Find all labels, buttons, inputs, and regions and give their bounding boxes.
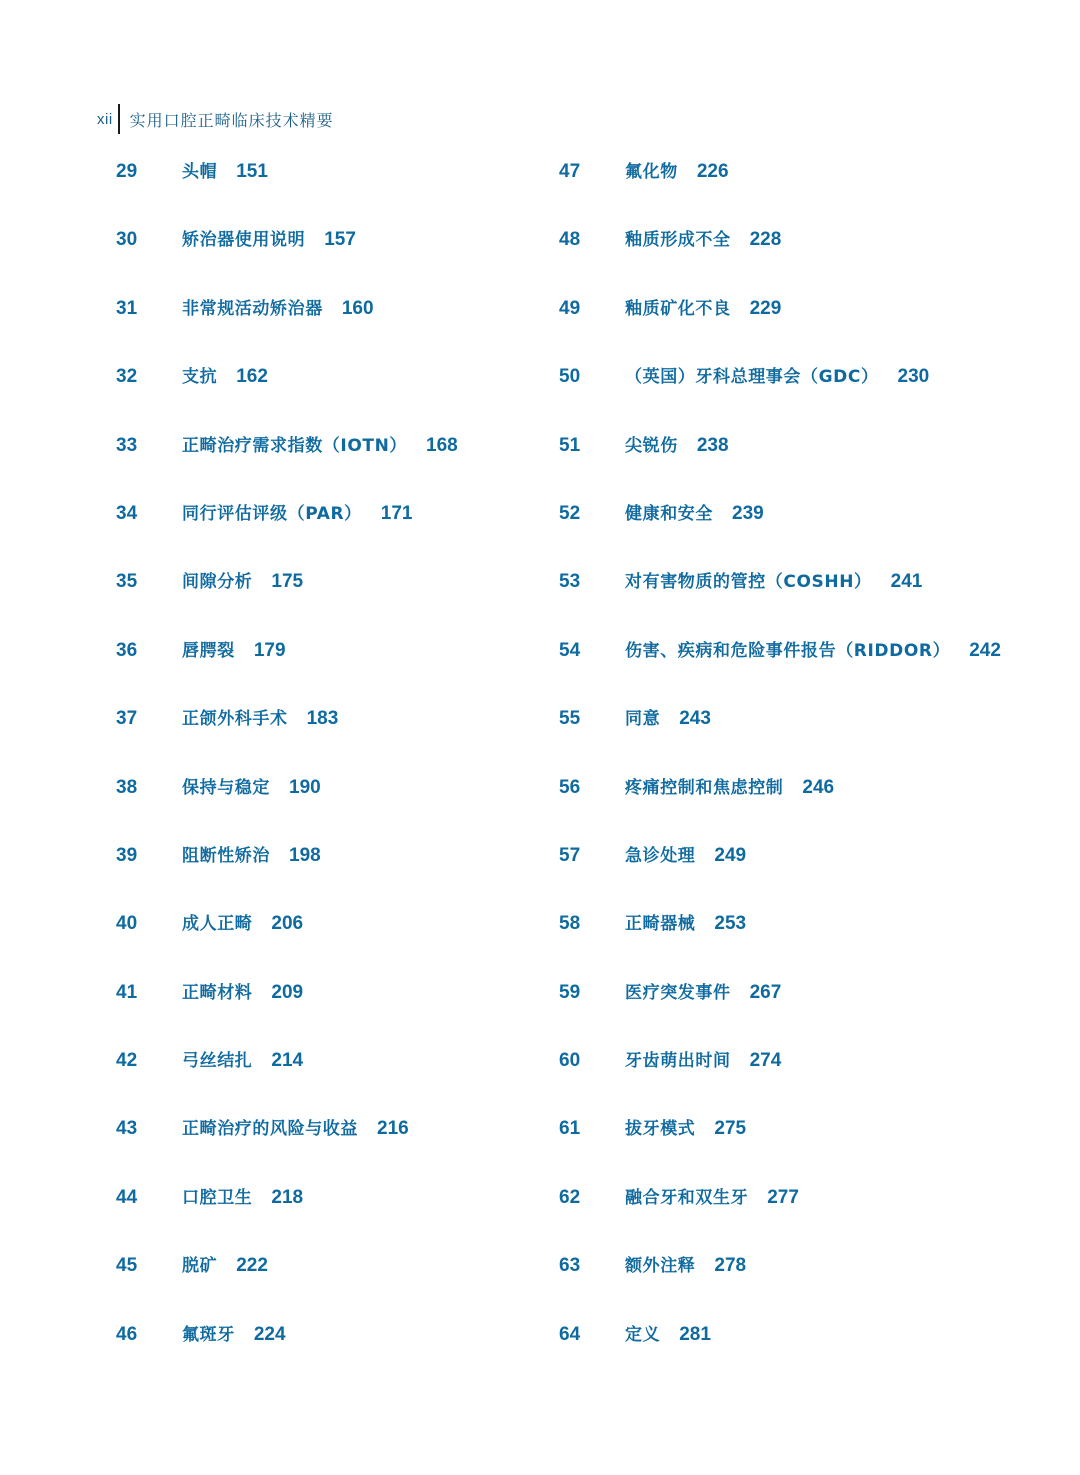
toc-entry[interactable] <box>116 218 616 286</box>
toc-entry[interactable] <box>116 902 616 970</box>
chapter-number: 34 <box>116 502 138 524</box>
chapter-page-number: 249 <box>714 844 747 866</box>
chapter-number: 63 <box>559 1255 581 1277</box>
toc-entry[interactable] <box>559 218 1059 286</box>
chapter-number: 49 <box>559 297 581 319</box>
toc-entry[interactable] <box>559 902 1059 970</box>
toc-entry[interactable] <box>116 1039 616 1107</box>
chapter-title: 脱矿 <box>182 1256 218 1277</box>
toc-entry[interactable] <box>116 287 616 355</box>
chapter-number: 30 <box>116 229 138 251</box>
toc-column-left <box>116 150 616 1381</box>
chapter-number: 41 <box>116 981 138 1003</box>
toc-entry[interactable] <box>116 492 616 560</box>
toc-entry[interactable] <box>559 1107 1059 1175</box>
chapter-title: 额外注释 <box>625 1256 696 1277</box>
toc-entry[interactable] <box>559 424 1059 492</box>
chapter-page-number: 230 <box>897 366 930 388</box>
chapter-number: 62 <box>559 1186 581 1208</box>
chapter-page-number: 243 <box>679 708 711 730</box>
chapter-page-number: 238 <box>696 434 729 456</box>
chapter-title: 阻断性矫治 <box>182 845 270 866</box>
chapter-title: 牙齿萌出时间 <box>625 1051 731 1072</box>
toc-entry[interactable] <box>116 1313 616 1381</box>
chapter-title: 正畸材料 <box>182 982 253 1003</box>
chapter-page-number: 241 <box>890 571 923 593</box>
chapter-page-number: 239 <box>732 502 764 524</box>
chapter-number: 31 <box>116 297 138 319</box>
chapter-title: 同行评估评级（PAR） <box>182 503 362 524</box>
toc-entry[interactable] <box>559 629 1059 697</box>
toc-entry[interactable] <box>559 834 1059 902</box>
chapter-page-number: 151 <box>236 161 268 182</box>
toc-entry[interactable] <box>559 560 1059 628</box>
chapter-title: 疼痛控制和焦虑控制 <box>625 777 784 798</box>
chapter-page-number: 226 <box>696 161 729 182</box>
chapter-page-number: 168 <box>426 434 458 456</box>
chapter-page-number: 190 <box>289 776 321 798</box>
toc-entry[interactable] <box>559 355 1059 423</box>
chapter-title: 同意 <box>625 709 661 730</box>
toc-entry[interactable] <box>559 287 1059 355</box>
toc-entry[interactable] <box>116 150 616 218</box>
toc-entry[interactable] <box>116 424 616 492</box>
chapter-page-number: 242 <box>969 639 1001 661</box>
chapter-title: 间隙分析 <box>182 572 253 593</box>
chapter-number: 61 <box>559 1118 581 1140</box>
chapter-title: 支抗 <box>182 367 218 388</box>
chapter-number: 50 <box>559 366 581 388</box>
chapter-page-number: 171 <box>380 502 413 524</box>
chapter-page-number: 228 <box>749 229 782 251</box>
chapter-title: 头帽 <box>182 162 218 182</box>
toc-entry[interactable] <box>116 971 616 1039</box>
chapter-number: 42 <box>116 1050 138 1072</box>
chapter-title: 尖锐伤 <box>625 435 678 456</box>
chapter-number: 53 <box>559 571 581 593</box>
chapter-page-number: 206 <box>271 913 304 935</box>
chapter-title: 对有害物质的管控（COSHH） <box>625 572 872 593</box>
chapter-number: 33 <box>116 434 138 456</box>
chapter-title: 拔牙模式 <box>625 1119 696 1140</box>
chapter-number: 45 <box>116 1255 138 1277</box>
chapter-number: 44 <box>116 1186 138 1208</box>
chapter-title: 融合牙和双生牙 <box>625 1187 749 1208</box>
chapter-number: 52 <box>559 502 581 524</box>
toc-entry[interactable] <box>116 355 616 423</box>
chapter-number: 59 <box>559 981 581 1003</box>
chapter-number: 36 <box>116 639 138 661</box>
chapter-title: 定义 <box>625 1324 661 1345</box>
chapter-title: 唇腭裂 <box>182 640 235 661</box>
toc-entry[interactable] <box>559 697 1059 765</box>
chapter-number: 43 <box>116 1118 138 1140</box>
toc-entry[interactable] <box>116 560 616 628</box>
chapter-page-number: 198 <box>289 844 321 866</box>
chapter-title: 正畸治疗需求指数（IOTN） <box>182 435 407 456</box>
chapter-page-number: 157 <box>324 229 356 251</box>
toc-entry[interactable] <box>559 150 1059 218</box>
toc-entry[interactable] <box>116 1244 616 1312</box>
chapter-title: 成人正畸 <box>182 914 253 935</box>
chapter-page-number: 274 <box>749 1050 782 1072</box>
chapter-number: 64 <box>559 1323 581 1345</box>
chapter-title: 弓丝结扎 <box>182 1051 253 1072</box>
toc-entry[interactable] <box>116 1176 616 1244</box>
chapter-page-number: 246 <box>802 776 835 798</box>
chapter-title: 正畸治疗的风险与收益 <box>182 1119 358 1140</box>
chapter-number: 39 <box>116 844 138 866</box>
chapter-page-number: 229 <box>749 297 782 319</box>
chapter-page-number: 278 <box>714 1255 747 1277</box>
chapter-page-number: 277 <box>767 1186 799 1208</box>
chapter-page-number: 209 <box>271 981 304 1003</box>
toc-entry[interactable] <box>116 766 616 834</box>
chapter-number: 48 <box>559 229 581 251</box>
chapter-title: 氟斑牙 <box>182 1324 235 1345</box>
toc-entry[interactable] <box>559 1039 1059 1107</box>
chapter-page-number: 253 <box>714 913 747 935</box>
chapter-page-number: 160 <box>341 297 374 319</box>
chapter-number: 55 <box>559 708 581 730</box>
chapter-page-number: 222 <box>236 1255 268 1277</box>
toc-entry[interactable] <box>116 834 616 902</box>
chapter-number: 60 <box>559 1050 581 1072</box>
toc-entry[interactable] <box>116 629 616 697</box>
toc-entry[interactable] <box>116 697 616 765</box>
chapter-number: 40 <box>116 913 138 935</box>
page-number: xii <box>97 110 113 128</box>
chapter-title: 正颌外科手术 <box>182 709 288 730</box>
chapter-number: 32 <box>116 366 138 388</box>
chapter-page-number: 218 <box>271 1186 304 1208</box>
chapter-page-number: 275 <box>714 1118 747 1140</box>
toc-column-right <box>559 150 1059 1381</box>
chapter-number: 38 <box>116 776 138 798</box>
chapter-title: 健康和安全 <box>625 503 713 524</box>
chapter-number: 58 <box>559 913 581 935</box>
chapter-number: 51 <box>559 434 581 456</box>
chapter-title: 釉质形成不全 <box>625 230 731 251</box>
toc-entry[interactable] <box>116 1107 616 1175</box>
chapter-number: 57 <box>559 844 581 866</box>
chapter-title: 医疗突发事件 <box>625 982 731 1003</box>
chapter-number: 54 <box>559 639 581 661</box>
chapter-number: 46 <box>116 1323 138 1345</box>
chapter-title: 正畸器械 <box>625 914 696 935</box>
chapter-title: 急诊处理 <box>625 845 696 866</box>
chapter-page-number: 216 <box>377 1118 409 1140</box>
chapter-number: 29 <box>116 161 138 182</box>
toc-entry[interactable] <box>559 1313 1059 1381</box>
chapter-number: 35 <box>116 571 138 593</box>
chapter-title: （英国）牙科总理事会（GDC） <box>625 367 879 388</box>
toc-entry[interactable] <box>559 766 1059 834</box>
chapter-number: 56 <box>559 776 581 798</box>
chapter-title: 釉质矿化不良 <box>625 298 731 319</box>
chapter-page-number: 162 <box>236 366 268 388</box>
chapter-page-number: 214 <box>271 1050 304 1072</box>
chapter-page-number: 224 <box>253 1323 286 1345</box>
chapter-title: 矫治器使用说明 <box>182 230 306 251</box>
toc-entry[interactable] <box>559 492 1059 560</box>
chapter-page-number: 281 <box>679 1323 711 1345</box>
header-divider <box>118 104 120 134</box>
chapter-number: 47 <box>559 161 581 182</box>
chapter-title: 保持与稳定 <box>182 777 270 798</box>
toc-entry[interactable] <box>559 1176 1059 1244</box>
chapter-title: 伤害、疾病和危险事件报告（RIDDOR） <box>625 640 951 661</box>
book-title: 实用口腔正畸临床技术精要 <box>129 110 334 130</box>
chapter-title: 氟化物 <box>625 162 678 182</box>
chapter-page-number: 267 <box>749 981 782 1003</box>
chapter-page-number: 179 <box>253 639 286 661</box>
toc-entry[interactable] <box>559 971 1059 1039</box>
chapter-number: 37 <box>116 708 138 730</box>
running-header <box>97 104 334 134</box>
chapter-page-number: 175 <box>271 571 304 593</box>
chapter-title: 口腔卫生 <box>182 1187 253 1208</box>
toc-entry[interactable] <box>559 1244 1059 1312</box>
chapter-page-number: 183 <box>306 708 339 730</box>
chapter-title: 非常规活动矫治器 <box>182 298 323 319</box>
